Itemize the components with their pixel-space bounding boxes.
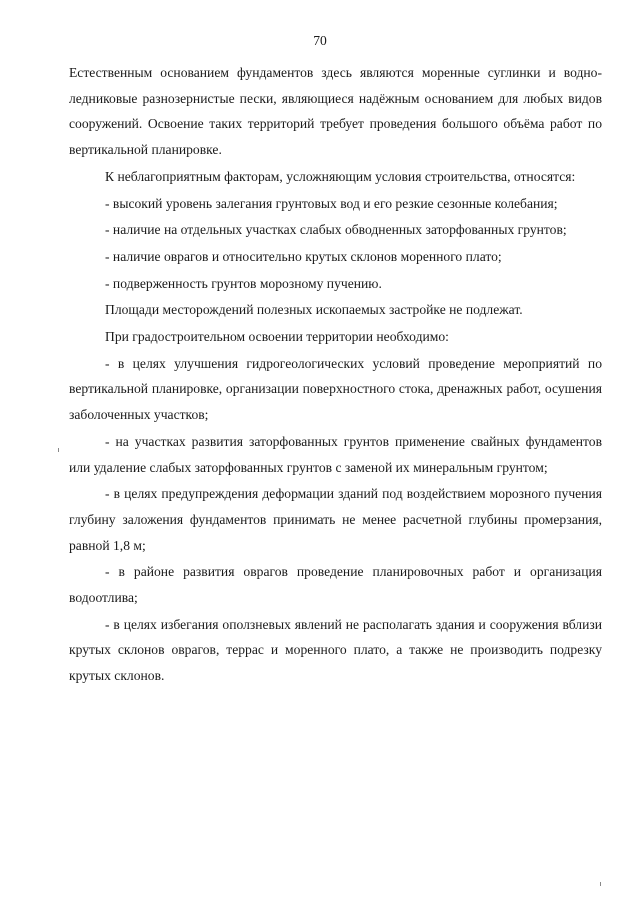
list-item-groundwater-level: - высокий уровень залегания грунтовых вод и его резкие сезонные колебания; (105, 195, 558, 211)
list-item-ravines-slopes: - наличие оврагов и относительно крутых склонов моренного плато; (105, 248, 502, 264)
list-item-frost-heave: - подверженность грунтов морозному пучению. (105, 275, 382, 291)
paragraph-foundations-base: Естественным основанием фундаментов здесь являются моренные суглинки и водно-ледниковые разнозернистые пески, являющиеся надёжным основанием для любых видов сооружений. Освоение таких территорий требует проведения большого объёма работ по вертикальной планировке. (69, 65, 602, 158)
list-item-landslide-prevention: - в целях избегания оползневых явлений не располагать здания и сооружения вблизи крутых склонов оврагов, террас и моренного плато, а также не производить подрезку крутых склонов. (69, 616, 602, 684)
list-item-pile-foundations: - на участках развития заторфованных грунтов применение свайных фундаментов или удаление слабых заторфованных грунтов с заменой их минеральным грунтом; (69, 433, 602, 475)
list-item-frost-depth: - в целях предупреждения деформации зданий под воздействием морозного пучения глубину заложения фундаментов принимать не менее расчетной глубины промерзания, равной 1,8 м; (69, 486, 602, 553)
list-item-hydrogeology-measures: - в целях улучшения гидрогеологических условий проведение мероприятий по вертикальной планировке, организации поверхностного стока, дренажных работ, осушения заболоченных участков; (69, 355, 602, 423)
body-text (69, 60, 602, 690)
paragraph-mineral-deposits: Площади месторождений полезных ископаемых застройке не подлежат. (105, 302, 523, 318)
scan-mark (58, 448, 59, 452)
paragraph-unfavorable-factors-intro: К неблагоприятным факторам, усложняющим условия строительства, относятся: (105, 168, 576, 184)
paragraph-development-requirements-intro: При градостроительном освоении территории необходимо: (105, 329, 449, 345)
list-item-peat-soils: - наличие на отдельных участках слабых обводненных заторфованных грунтов; (105, 222, 567, 238)
list-item-ravine-drainage: - в районе развития оврагов проведение планировочных работ и организация водоотлива; (69, 564, 602, 606)
scan-mark (600, 882, 601, 886)
page-number: 70 (313, 33, 327, 48)
